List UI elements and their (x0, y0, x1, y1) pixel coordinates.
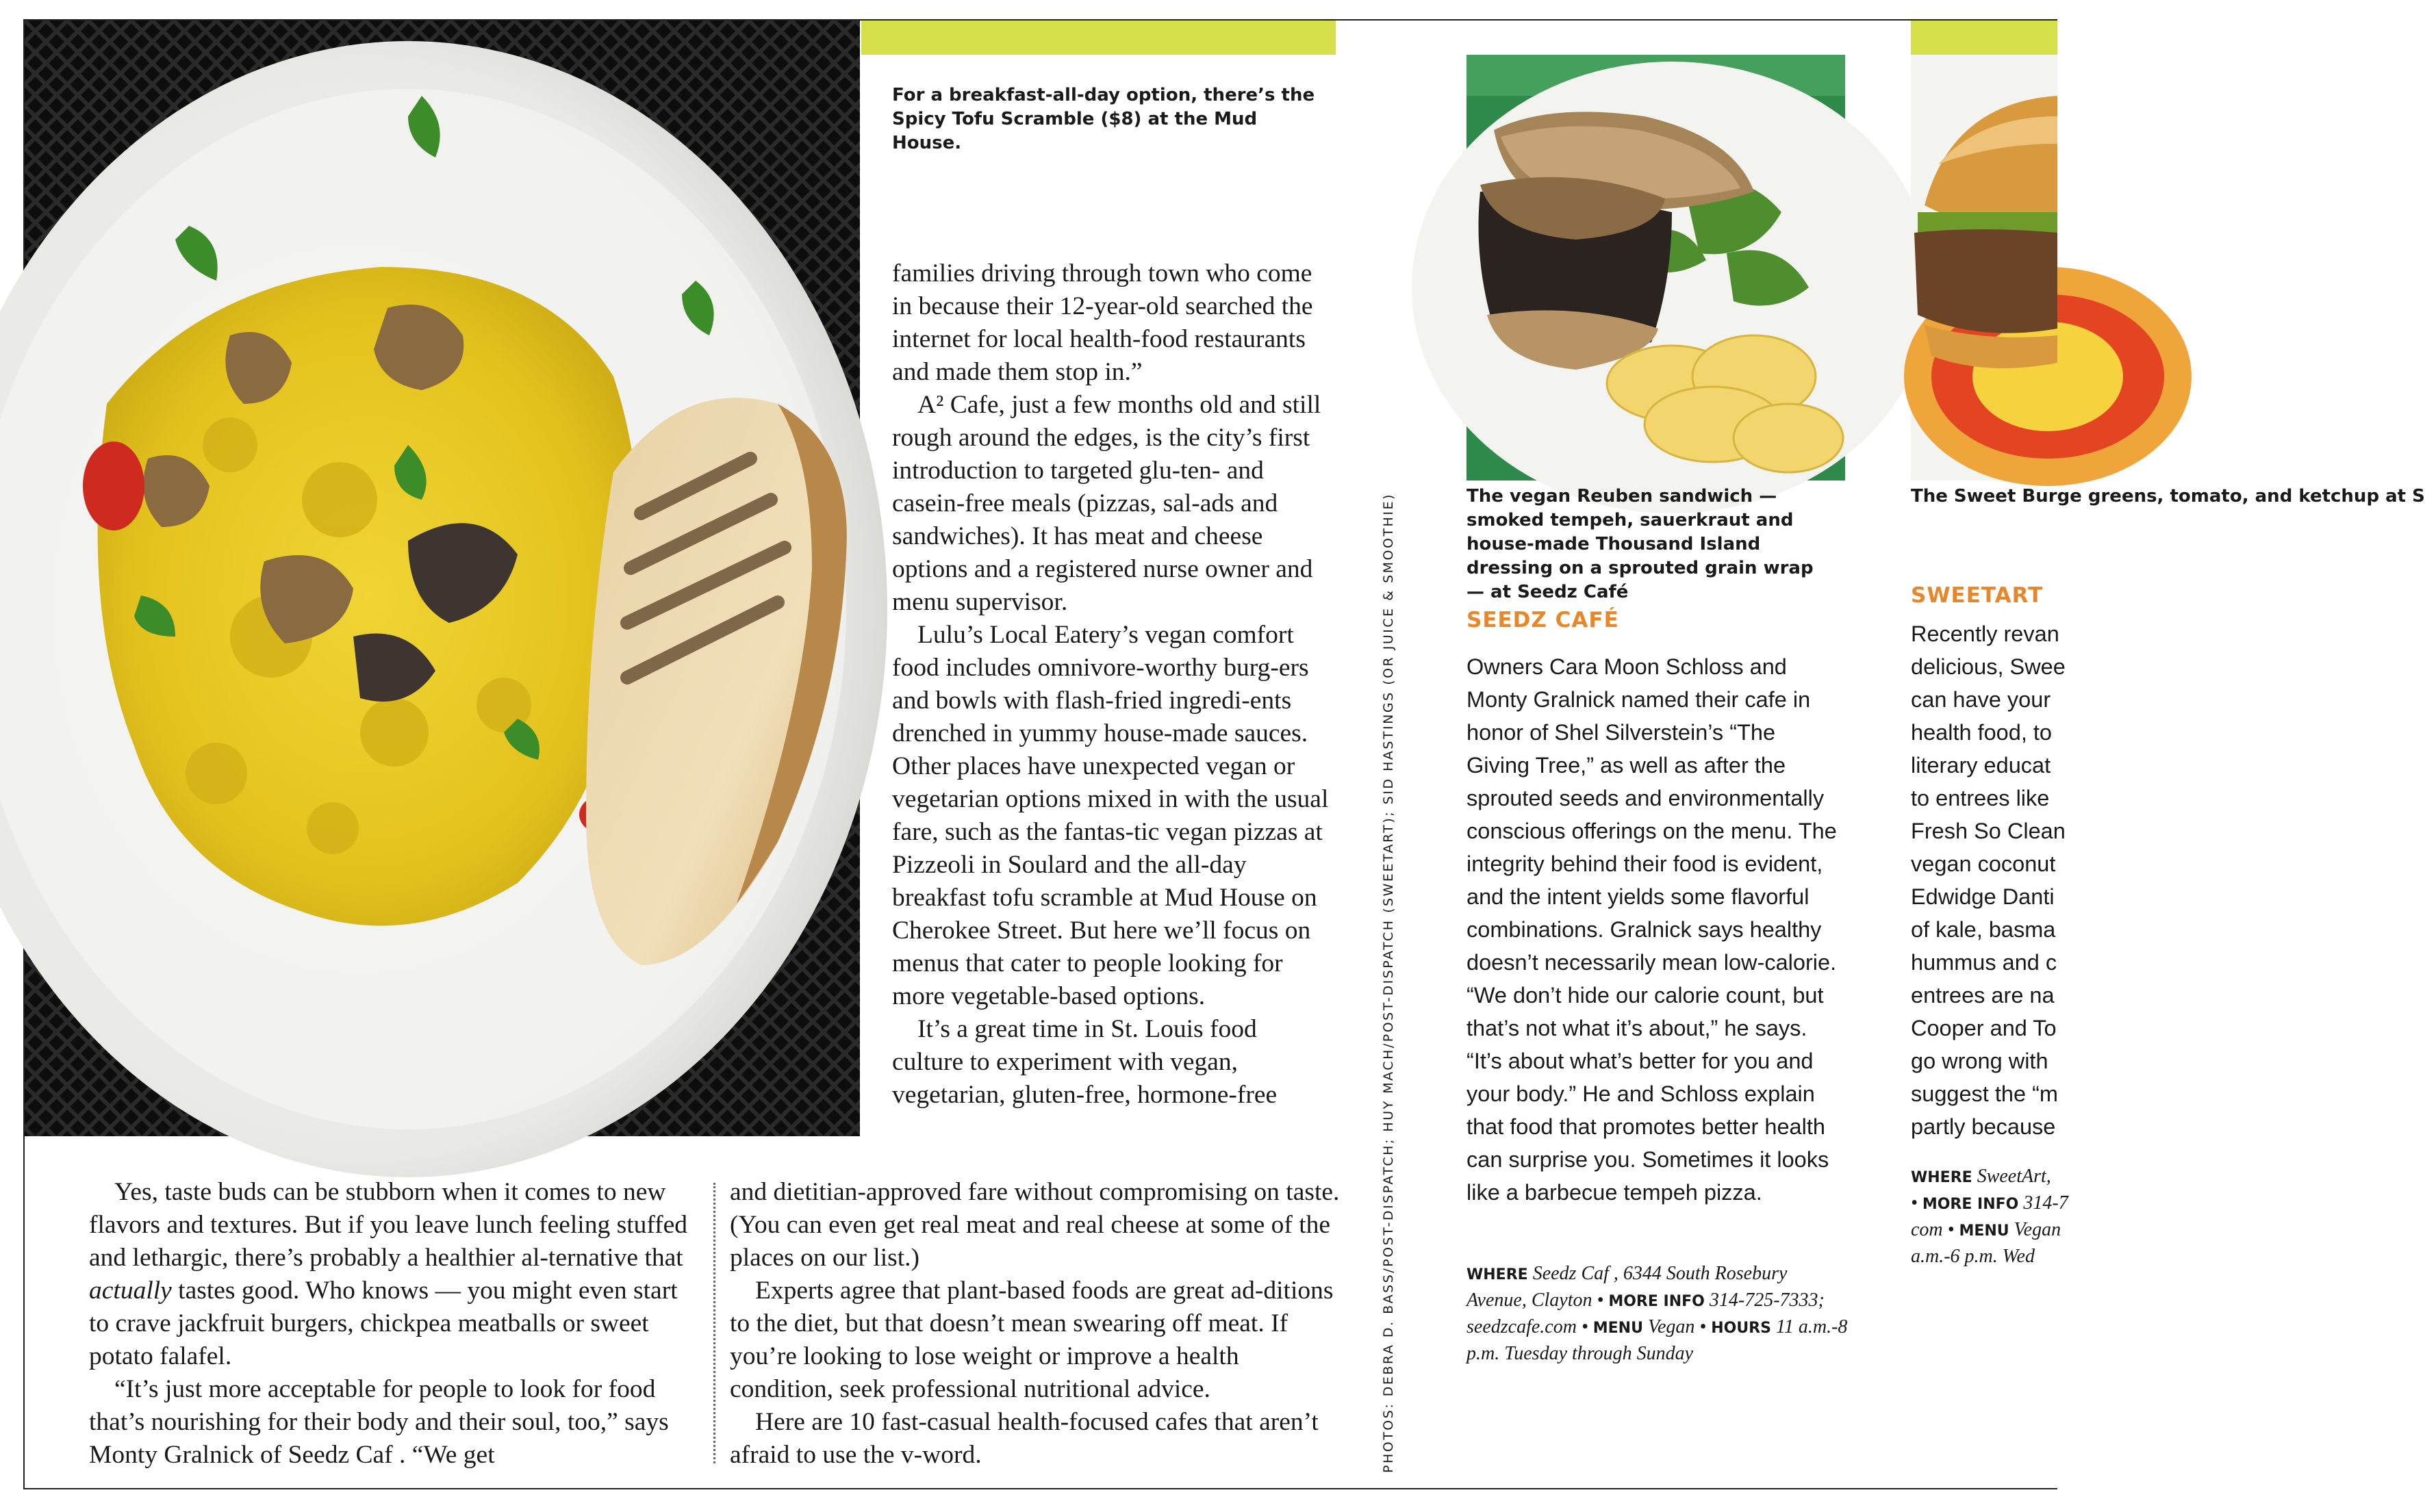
sweetart-line: Recently revan (1911, 622, 2059, 646)
menu-label: MENU (1959, 1222, 2009, 1240)
reuben-sandwich-photo (1467, 55, 1845, 480)
more-info-label: MORE INFO (1922, 1196, 2019, 1213)
sweetart-line: Edwidge Danti (1911, 884, 2055, 909)
photo-credit: PHOTOS: DEBRA D. BASS/POST-DISPATCH; HUY MACH/POST-DISPATCH (SWEETART); SID HASTINGS (OR JUICE & SMOOTHIE) (1381, 493, 1396, 1473)
article-paragraph: Yes, taste buds can be stubborn when it comes to new flavors and textures. But if you leave lunch feeling stuffed and lethargic, there’s probably a healthier al-ternative that actually tastes good. Who knows — you might even start to crave jackfruit burgers, chickpea meatballs or sweet potato falafel. (89, 1178, 688, 1370)
article-paragraph: It’s a great time in St. Louis food culture to experiment with vegan, vegetarian, gluten-free, hormone-free (892, 1015, 1278, 1109)
sweetart-line: Fresh So Clean (1911, 819, 2066, 843)
sweetart-line: to entrees like (1911, 786, 2050, 810)
sweetart-line: can have your (1911, 687, 2051, 712)
emphasis-text: actually (89, 1277, 172, 1305)
article-paragraph: Here are 10 fast-casual health-focused cafes that aren’t afraid to use the v-word. (730, 1408, 1319, 1469)
sweetart-body (1911, 617, 2066, 1143)
sweetart-line: entrees are na (1911, 983, 2055, 1008)
hours-label: HOURS (1711, 1320, 1771, 1337)
accent-bar-right (1911, 21, 2057, 55)
sweetart-line: of kale, basma (1911, 917, 2056, 942)
accent-bar-center (861, 21, 1336, 55)
sweetart-line: literary educat (1911, 753, 2051, 778)
article-column-middle (730, 1176, 1343, 1472)
sweet-burger-photo (1911, 55, 2057, 480)
sweetart-line: partly because (1911, 1114, 2056, 1139)
article-paragraph: and dietitian-approved fare without compromising on taste. (You can even get real meat and real cheese at some of the places on our list.) (730, 1178, 1340, 1272)
sweetart-line: vegan coconut (1911, 851, 2056, 876)
column-divider (713, 1183, 715, 1463)
sweetburger-photo-caption: The Sweet Burge greens, tomato, and ketchup at S (1911, 486, 2425, 507)
article-paragraph: “It’s just more acceptable for people to look for food that’s nourishing for their body and their soul, too,” says Monty Gralnick of Seedz Caf . “We get (89, 1375, 669, 1469)
seedz-cafe-body: Owners Cara Moon Schloss and Monty Gralnick named their cafe in honor of Shel Silverstein’s “The Giving Tree,” as well as after the sprouted seeds and environmentally conscious offerings on the menu. The integrity behind their food is evident, and the intent yields some flavorful combinations. Gralnick says healthy doesn’t necessarily mean low-calorie. “We don’t hide our calorie count, but that’s not what it’s about,” he says. “It’s about what’s better for you and your body.” He and Schloss explain that food that promotes better health can surprise you. Sometimes it looks like a barbecue tempeh pizza. (1467, 654, 1837, 1205)
sweetart-line: hummus and c (1911, 950, 2057, 975)
sweetart-heading: SWEETART (1911, 583, 2044, 608)
article-paragraph: A² Cafe, just a few months old and still rough around the edges, is the city’s first introduction to targeted glu-ten- and casein-free meals (pizzas, sal-ads and sandwiches). It has meat and cheese options and a registered nurse owner and menu supervisor. (892, 391, 1321, 616)
seedz-cafe-heading: SEEDZ CAFÉ (1467, 608, 1619, 632)
tofu-photo-caption: For a breakfast-all-day option, there’s the Spicy Tofu Scramble ($8) at the Mud House. (892, 85, 1315, 153)
where-label: WHERE (1911, 1169, 1972, 1186)
sweetart-line: health food, to (1911, 720, 2052, 745)
article-column-top (892, 257, 1334, 1112)
article-column-left (89, 1176, 702, 1472)
article-paragraph: Experts agree that plant-based foods are great ad-ditions to the diet, but that doesn’t mean swearing off meat. If you’re looking to lose weight or improve a health condition, seek professional nutritional advice. (730, 1277, 1334, 1403)
reuben-photo-caption: The vegan Reuben sandwich — smoked tempeh, sauerkraut and house-made Thousand Island dressing on a sprouted grain wrap — at Seedz Café (1467, 486, 1814, 602)
menu-label: MENU (1592, 1320, 1643, 1337)
sweetart-line: delicious, Swee (1911, 654, 2066, 679)
tofu-scramble-photo (25, 21, 860, 1136)
sweetart-line: Cooper and To (1911, 1016, 2057, 1040)
more-info-label: MORE INFO (1608, 1293, 1705, 1310)
article-paragraph: families driving through town who come in because their 12-year-old searched the internet for local health-food restaurants and made them stop in.” (892, 259, 1313, 386)
seedz-cafe-info: WHERE Seedz Caf , 6344 South Rosebury Avenue, Clayton • MORE INFO 314-725-7333; seedzcafe.com • MENU Vegan • HOURS 11 a.m.-8 p.m. Tuesday through Sunday (1467, 1263, 1848, 1364)
sweetart-line: suggest the “m (1911, 1081, 2058, 1106)
article-paragraph: Lulu’s Local Eatery’s vegan comfort food includes omnivore-worthy burg-ers and bowls with flash-fried ingredi-ents drenched in yummy house-made sauces. Other places have unexpected vegan or vegetarian options mixed in with the usual fare, such as the fantas-tic vegan pizzas at Pizzeoli in Soulard and the all-day breakfast tofu scramble at Mud House on Cherokee Street. But here we’ll focus on menus that cater to people looking for more vegetable-based options. (892, 621, 1329, 1010)
where-label: WHERE (1467, 1266, 1528, 1283)
sweetart-line: go wrong with (1911, 1049, 2048, 1073)
sweetart-info: WHERE SweetArt, • MORE INFO 314-7 com • MENU Vegan a.m.-6 p.m. Wed (1911, 1166, 2068, 1267)
